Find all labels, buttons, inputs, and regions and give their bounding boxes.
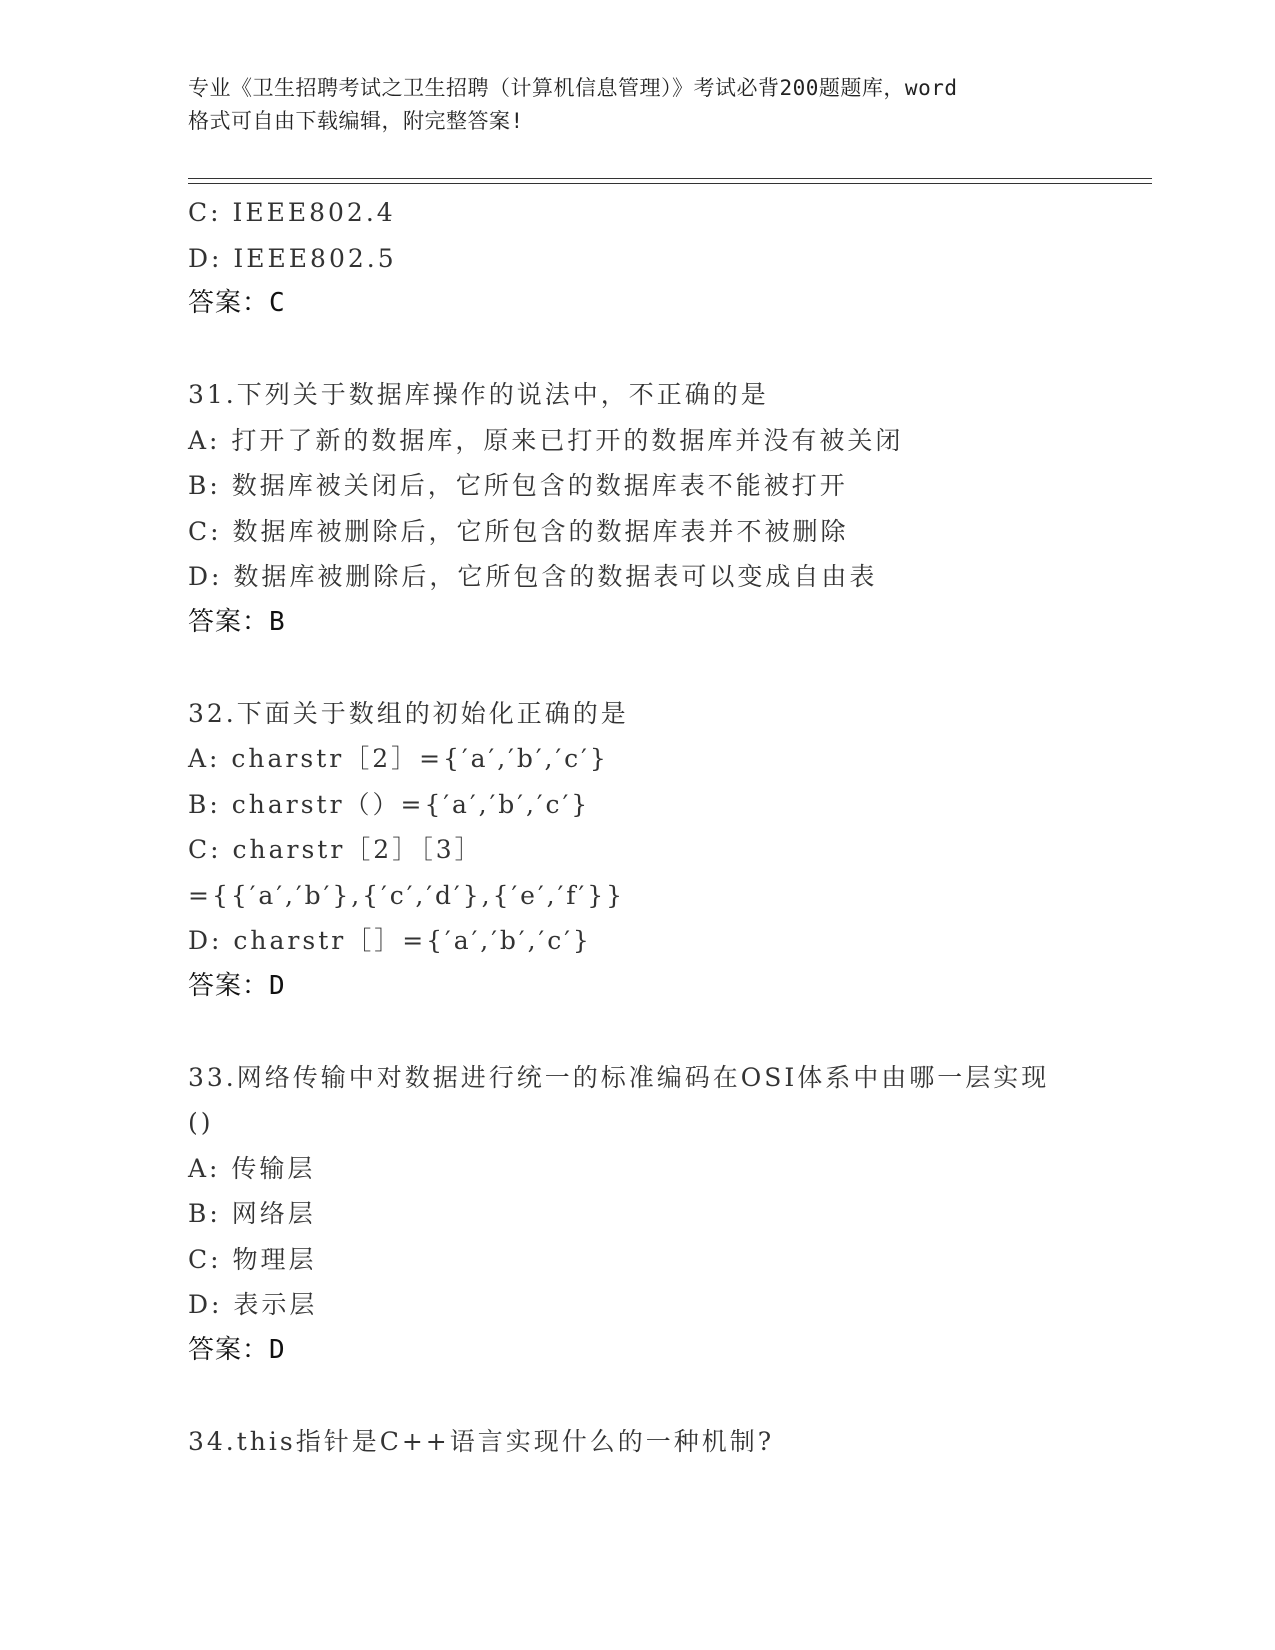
- option-a: A: 打开了新的数据库，原来已打开的数据库并没有被关闭: [188, 425, 904, 455]
- question-33-block: [188, 1055, 1128, 1374]
- question-30-block: [188, 190, 1128, 327]
- answer-label: 答案：D: [188, 970, 286, 1001]
- question-content: [188, 190, 1128, 1464]
- option-c-continued: ={{′a′,′b′},{′c′,′d′},{′e′,′f′}}: [188, 880, 626, 910]
- question-text: 31.下列关于数据库操作的说法中，不正确的是: [188, 380, 769, 409]
- answer-label: 答案：C: [188, 288, 286, 318]
- answer-label: 答案：B: [188, 606, 286, 637]
- question-32-block: [188, 691, 1128, 1010]
- option-d: D: 表示层: [188, 1290, 318, 1319]
- question-text: 32.下面关于数组的初始化正确的是: [188, 698, 629, 728]
- header-divider-bottom: [188, 183, 1152, 184]
- page-header: [188, 72, 1088, 138]
- question-31-block: [188, 372, 1128, 645]
- option-b: B: 网络层: [188, 1199, 316, 1228]
- option-d: D: IEEE802.5: [188, 243, 397, 273]
- option-d: D: charstr［］={′a′,′b′,′c′}: [188, 926, 592, 955]
- spacer: [188, 1009, 1128, 1055]
- spacer: [188, 645, 1128, 691]
- option-b: B: charstr（）={′a′,′b′,′c′}: [188, 789, 591, 819]
- question-text: 34.this指针是C++语言实现什么的一种机制?: [188, 1426, 775, 1456]
- header-line-2: 格式可自由下载编辑，附完整答案!: [188, 109, 524, 133]
- question-34-block: [188, 1419, 1128, 1465]
- option-c: C: IEEE802.4: [188, 198, 396, 227]
- option-d: D: 数据库被删除后，它所包含的数据表可以变成自由表: [188, 562, 878, 591]
- header-line-1: 专业《卫生招聘考试之卫生招聘（计算机信息管理）》考试必背200题题库，word: [188, 76, 958, 100]
- header-divider-top: [188, 178, 1152, 179]
- spacer: [188, 1373, 1128, 1419]
- option-b: B: 数据库被关闭后，它所包含的数据库表不能被打开: [188, 471, 848, 500]
- option-a: A: charstr［2］={′a′,′b′,′c′}: [188, 744, 609, 773]
- option-c: C: charstr［2］［3］: [188, 835, 483, 864]
- option-a: A: 传输层: [188, 1153, 316, 1183]
- option-c: C: 物理层: [188, 1244, 317, 1274]
- answer-label: 答案：D: [188, 1334, 286, 1365]
- question-text: 33.网络传输中对数据进行统一的标准编码在OSI体系中由哪一层实现: [188, 1062, 1050, 1092]
- option-c: C: 数据库被删除后，它所包含的数据库表并不被删除: [188, 516, 849, 546]
- spacer: [188, 327, 1128, 373]
- question-text-continued: (): [188, 1108, 214, 1137]
